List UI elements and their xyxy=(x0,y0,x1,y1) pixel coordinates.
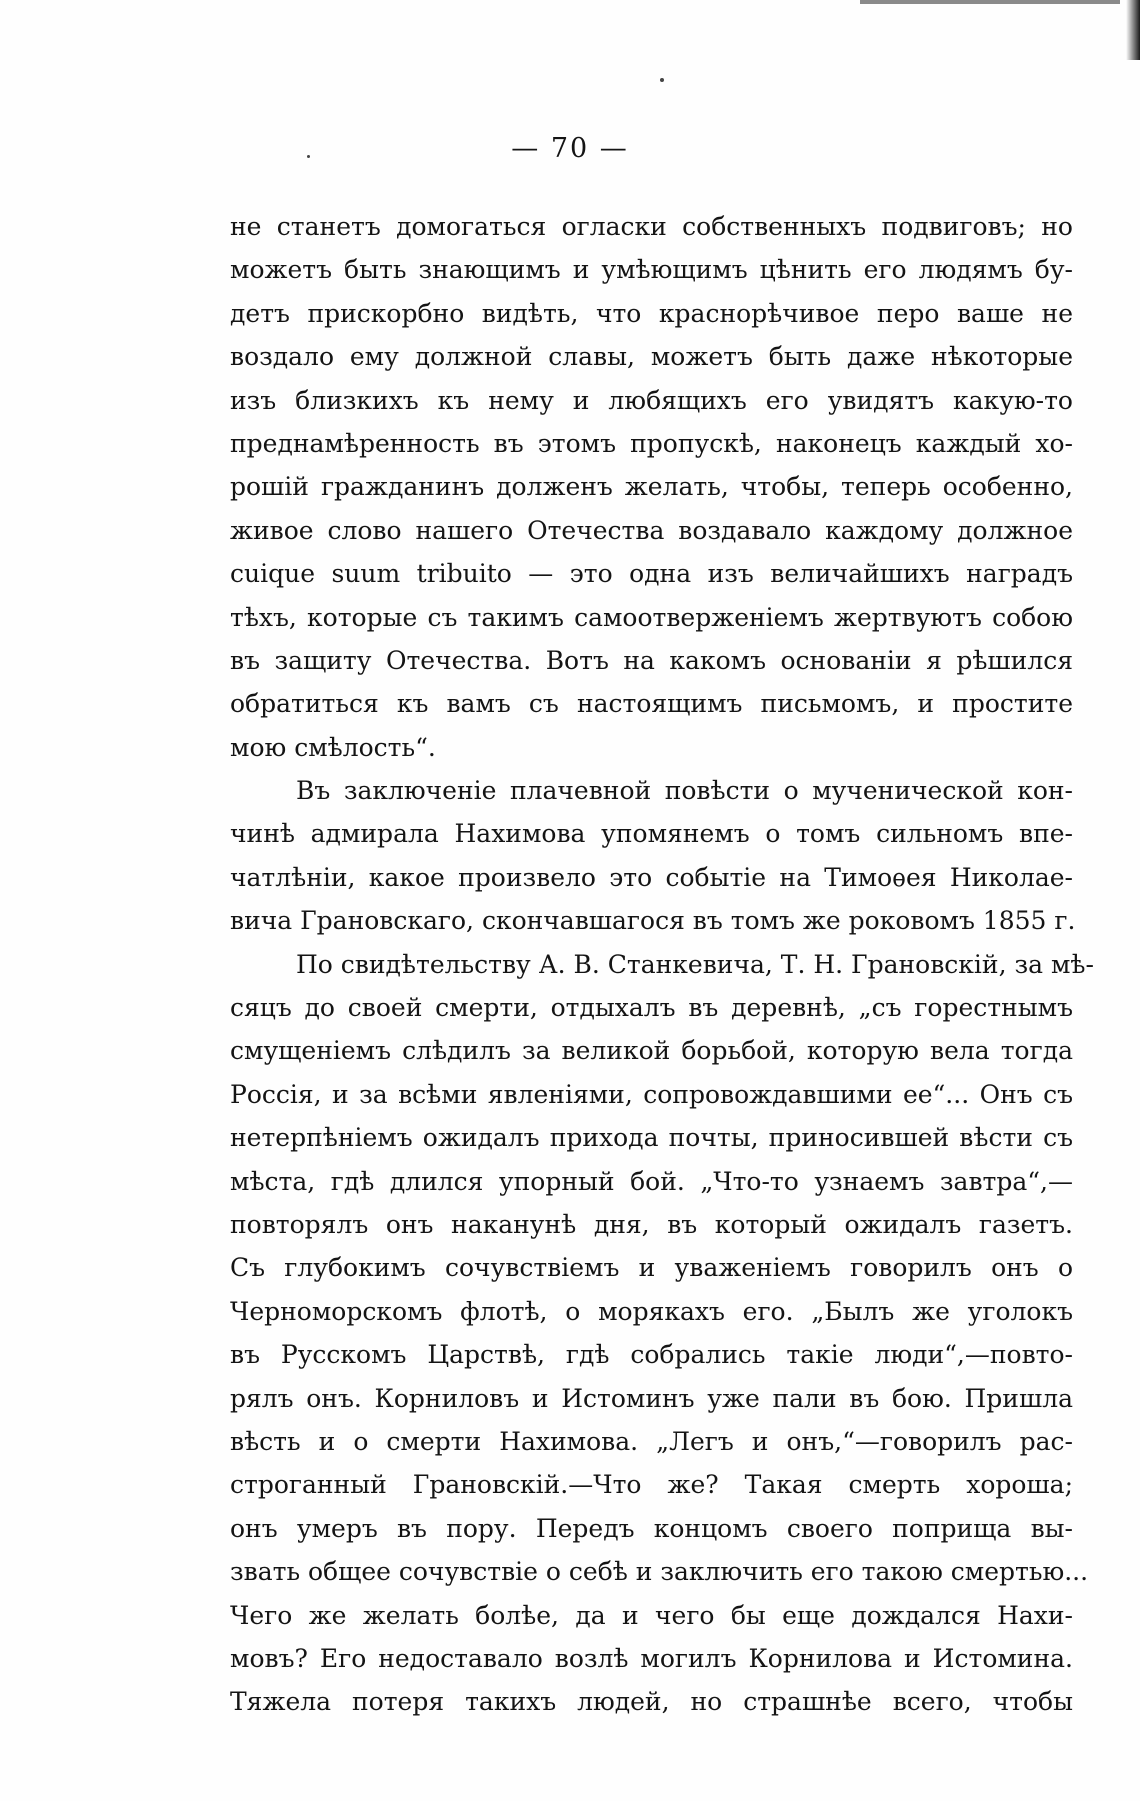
text-line: Черноморскомъ флотѣ, о морякахъ его. „Былъ же уголокъ xyxy=(230,1296,1073,1326)
text-line: мовъ? Его недоставало возлѣ могилъ Корнилова и Истомина. xyxy=(230,1643,1073,1673)
text-line: повторялъ онъ наканунѣ дня, въ который ожидалъ газетъ. xyxy=(230,1209,1073,1239)
scan-edge-shadow xyxy=(1126,0,1140,60)
scan-top-mark xyxy=(860,0,1120,4)
text-line: детъ прискорбно видѣть, что краснорѣчивое перо ваше не xyxy=(230,298,1073,328)
text-line: чатлѣніи, какое произвело это событіе на Тимоѳея Николае- xyxy=(230,862,1073,892)
text-line: мѣста, гдѣ длился упорный бой. „Что-то узнаемъ завтра“,— xyxy=(230,1166,1073,1196)
text-line: не станетъ домогаться огласки собственныхъ подвиговъ; но xyxy=(230,212,1073,241)
text-line: обратиться къ вамъ съ настоящимъ письмомъ, и простите xyxy=(230,689,1073,719)
text-line: рошій гражданинъ долженъ желать, чтобы, теперь особенно, xyxy=(230,472,1073,502)
text-line: преднамѣренность въ этомъ пропускѣ, наконецъ каждый хо- xyxy=(230,428,1073,458)
text-line: изъ близкихъ къ нему и любящихъ его увидятъ какую-то xyxy=(230,385,1073,415)
text-line: рялъ онъ. Корниловъ и Истоминъ уже пали въ бою. Пришла xyxy=(230,1383,1073,1413)
text-line: вича Грановскаго, скончавшагося въ томъ же роковомъ 1855 г. xyxy=(230,906,1076,936)
page-number: — 70 — xyxy=(511,133,629,164)
text-line: живое слово нашего Отечества воздавало каждому должное xyxy=(230,515,1073,545)
text-line: вѣсть и о смерти Нахимова. „Легъ и онъ,“—говорилъ рас- xyxy=(230,1426,1073,1456)
text-line: Россія, и за всѣми явленіями, сопровождавшими ее“... Онъ съ xyxy=(230,1079,1073,1109)
text-line: онъ умеръ въ пору. Передъ концомъ своего поприща вы- xyxy=(230,1513,1073,1543)
body-text xyxy=(230,205,1094,1724)
text-line: Съ глубокимъ сочувствіемъ и уваженіемъ говорилъ онъ о xyxy=(230,1253,1073,1283)
text-line: Чего же желать болѣе, да и чего бы еще дождался Нахи- xyxy=(230,1600,1073,1630)
text-line: cuique suum tribuito — это одна изъ величайшихъ наградъ xyxy=(230,559,1073,589)
text-line: тѣхъ, которые съ такимъ самоотверженіемъ жертвуютъ собою xyxy=(230,602,1073,632)
text-line: воздало ему должной славы, можетъ быть даже нѣкоторые xyxy=(230,342,1073,372)
text-line: Тяжела потеря такихъ людей, но страшнѣе всего, чтобы xyxy=(230,1687,1073,1717)
text-line: строганный Грановскій.—Что же? Такая смерть хороша; xyxy=(230,1470,1073,1500)
text-line: звать общее сочувствіе о себѣ и заключить его такою смертью... xyxy=(230,1557,1089,1587)
text-line: сяцъ до своей смерти, отдыхалъ въ деревнѣ, „съ горестнымъ xyxy=(230,993,1073,1023)
paragraph-start-line: По свидѣтельству А. В. Станкевича, Т. Н. Грановскій, за мѣ- xyxy=(296,949,1094,979)
text-line: въ Русскомъ Царствѣ, гдѣ собрались такіе люди“,—повто- xyxy=(230,1340,1073,1370)
scan-speck xyxy=(307,155,310,158)
scan-speck xyxy=(660,78,664,82)
paragraph-start-line: Въ заключеніе плачевной повѣсти о мученической кон- xyxy=(296,776,1073,806)
text-line: можетъ быть знающимъ и умѣющимъ цѣнить его людямъ бу- xyxy=(230,255,1073,285)
text-line: чинѣ адмирала Нахимова упомянемъ о томъ сильномъ впе- xyxy=(230,819,1073,849)
text-line: нетерпѣніемъ ожидалъ прихода почты, приносившей вѣсти съ xyxy=(230,1123,1073,1153)
text-line: въ защиту Отечества. Вотъ на какомъ основаніи я рѣшился xyxy=(230,645,1073,675)
text-line: смущеніемъ слѣдилъ за великой борьбой, которую вела тогда xyxy=(230,1036,1073,1066)
text-line: мою смѣлость“. xyxy=(230,732,436,762)
